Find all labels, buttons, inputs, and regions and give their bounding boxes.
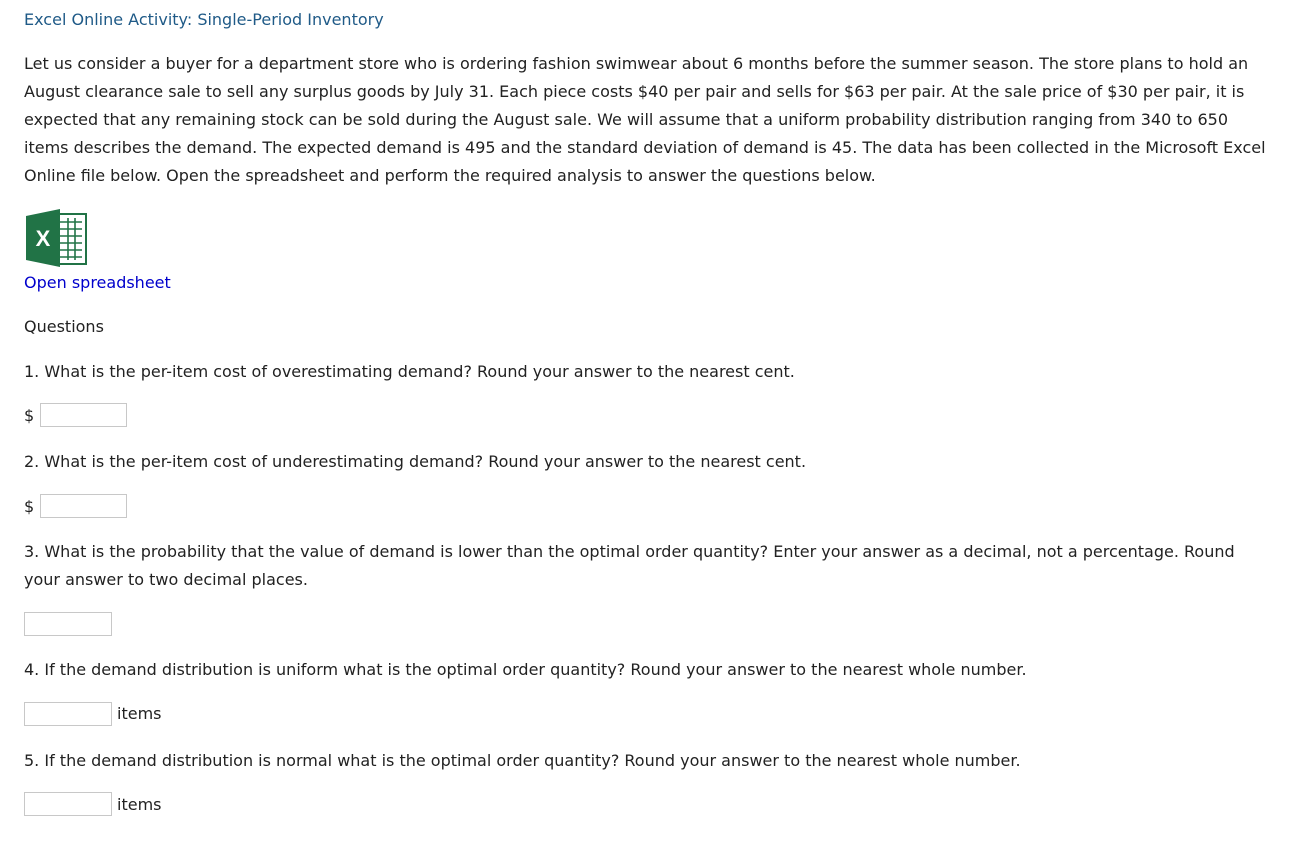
question-5-answer-input[interactable] (24, 792, 112, 816)
question-2-answer-input[interactable] (40, 494, 127, 518)
problem-statement: Let us consider a buyer for a department store who is ordering fashion swimwear about 6 months before the summer season. The store plans to hold an August clearance sale to sell any surplus goods by July 31. Each piece costs $40 per pair and sells for $63 per pair. At the sale price of $30 per pair, it is expected that any remaining stock can be sold during the August sale. We will assume that a uniform probability distribution ranging from 340 to 650 items describes the demand. The expected demand is 495 and the standard deviation of demand is 45. The data has been collected in the Microsoft Excel Online file below. Open the spreadsheet and perform the required analysis to answer the questions below. (24, 54, 1266, 185)
question-2-text: 2. What is the per-item cost of underestimating demand? Round your answer to the nearest cent. (24, 452, 807, 471)
question-3-answer-input[interactable] (24, 612, 112, 636)
question-5-unit: items (117, 795, 162, 814)
question-1-currency: $ (24, 406, 35, 425)
question-3-text: 3. What is the probability that the value of demand is lower than the optimal order quantity? Enter your answer as a decimal, not a percentage. Round your answer to two decimal places. (24, 542, 1235, 589)
questions-heading: Questions (24, 317, 104, 336)
question-5-text: 5. If the demand distribution is normal what is the optimal order quantity? Round your answer to the nearest whole number. (24, 751, 1021, 770)
question-2-currency: $ (24, 497, 35, 516)
question-1-text: 1. What is the per-item cost of overestimating demand? Round your answer to the nearest cent. (24, 362, 795, 381)
excel-icon[interactable] (24, 208, 88, 268)
question-4-text: 4. If the demand distribution is uniform what is the optimal order quantity? Round your answer to the nearest whole number. (24, 660, 1027, 679)
question-4-answer-input[interactable] (24, 702, 112, 726)
page-title: Excel Online Activity: Single-Period Inventory (24, 10, 384, 29)
open-spreadsheet-link[interactable]: Open spreadsheet (24, 273, 171, 292)
question-4-unit: items (117, 704, 162, 723)
question-1-answer-input[interactable] (40, 403, 127, 427)
excel-icon-letter: X (35, 226, 51, 251)
